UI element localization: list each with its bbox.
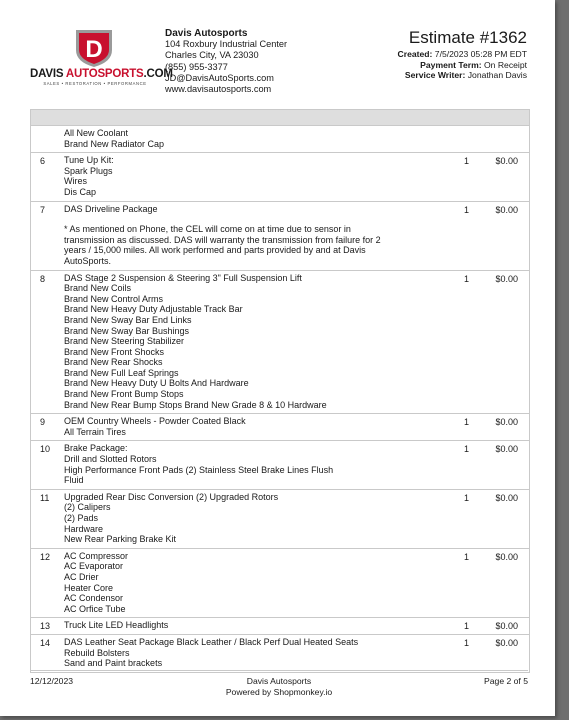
table-row <box>31 153 529 201</box>
description-line: Fluid <box>64 475 84 486</box>
description-line: Brand New Heavy Duty Adjustable Track Bar <box>64 304 243 315</box>
estimate-title: Estimate #1362 <box>408 28 527 47</box>
item-description <box>64 273 394 411</box>
item-number: 7 <box>40 204 46 215</box>
description-line: Hardware <box>64 523 104 534</box>
description-line: Dis Cap <box>64 186 97 197</box>
item-description <box>64 155 394 197</box>
description-line: Truck Lite LED Headlights <box>64 620 169 631</box>
description-line: Brand New Rear Shocks <box>64 357 163 368</box>
description-line: AC Orfice Tube <box>64 603 126 614</box>
description-line: All Terrain Tires <box>64 426 126 437</box>
description-line: (2) Pads <box>64 513 99 523</box>
description-line: New Rear Parking Brake Kit <box>64 534 177 545</box>
item-quantity: 1 <box>464 156 470 167</box>
shield-logo-icon <box>72 28 116 68</box>
description-line: Upgraded Rear Disc Conversion (2) Upgraded Rotors <box>64 491 279 502</box>
table-row <box>31 202 529 271</box>
item-description <box>64 416 394 437</box>
description-line: Drill and Slotted Rotors <box>64 454 157 465</box>
item-note: * As mentioned on Phone, the CEL will come on at time due to sensor in transmission as discussed. DAS will warranty the transmission from failure for 2 years / 15,000 miles. All work performed and parts provided by and at Davis AutoSports. <box>64 224 381 266</box>
item-description <box>64 492 394 545</box>
item-price: $0.00 <box>495 273 518 284</box>
logo-letter: D <box>85 36 103 63</box>
description-line: OEM Country Wheels - Powder Coated Black <box>64 416 246 427</box>
description-line: Sand and Paint brackets <box>64 658 163 669</box>
description-line: AC Evaporator <box>64 561 124 572</box>
description-line: Rebuild Bolsters <box>64 647 130 658</box>
item-price: $0.00 <box>495 204 518 215</box>
footer-date: 12/12/2023 <box>30 676 74 686</box>
description-line: Brand New Full Leaf Springs <box>64 367 179 378</box>
description-line: Brand New Control Arms <box>64 293 164 304</box>
description-line: Brand New Heavy Duty U Bolts And Hardware <box>64 378 249 389</box>
item-price: $0.00 <box>495 551 518 562</box>
footer-powered: Powered by Shopmonkey.io <box>225 686 333 697</box>
description-line: DAS Leather Seat Package Black Leather / Black Perf Dual Heated Seats <box>64 636 359 647</box>
description-line: High Performance Front Pads (2) Stainless Steel Brake Lines Flush <box>64 464 334 475</box>
table-row <box>31 414 529 441</box>
logo-tagline: SALES • RESTORATION • PERFORMANCE <box>43 81 147 86</box>
description-line: AC Condensor <box>64 593 124 604</box>
item-number: 9 <box>40 417 46 428</box>
description-line: Brand New Radiator Cap <box>64 138 165 149</box>
item-quantity: 1 <box>464 444 470 455</box>
description-line: DAS Stage 2 Suspension & Steering 3" Full Suspension Lift <box>64 272 302 283</box>
company-info <box>165 28 287 95</box>
table-row <box>31 490 529 549</box>
item-price: $0.00 <box>495 444 518 455</box>
item-quantity: 1 <box>464 637 470 648</box>
description-line: DAS Driveline Package <box>64 203 158 214</box>
page-footer <box>30 670 528 697</box>
description-line: Tune Up Kit: <box>64 155 114 166</box>
item-description <box>64 620 394 631</box>
payment-term-line: Payment Term: On Receipt <box>420 59 527 70</box>
footer-company: Davis Autosports <box>246 676 312 686</box>
description-line: Brand New Rear Bump Stops Brand New Grade 8 & 10 Hardware <box>64 399 327 410</box>
table-row <box>31 441 529 489</box>
description-line: Brand New Sway Bar Bushings <box>64 325 190 336</box>
description-line: Spark Plugs <box>64 165 113 176</box>
footer-center <box>30 676 528 697</box>
company-name: Davis Autosports <box>165 28 248 39</box>
item-number: 12 <box>40 551 51 562</box>
page-number: Page 2 of 5 <box>484 676 528 686</box>
item-number: 6 <box>40 156 46 167</box>
description-line: Heater Core <box>64 582 114 593</box>
item-price: $0.00 <box>495 156 518 167</box>
item-quantity: 1 <box>464 492 470 503</box>
item-description <box>64 443 394 485</box>
description-line: Brand New Steering Stabilizer <box>64 336 185 347</box>
line-items-table <box>30 109 530 673</box>
description-line: AC Compressor <box>64 550 129 561</box>
item-quantity: 1 <box>464 417 470 428</box>
item-price: $0.00 <box>495 621 518 632</box>
item-quantity: 1 <box>464 551 470 562</box>
item-description <box>64 551 394 615</box>
table-row <box>31 549 529 619</box>
item-number: 13 <box>40 621 51 632</box>
item-number: 14 <box>40 637 51 648</box>
description-line: Brake Package: <box>64 443 128 454</box>
created-line: Created: 7/5/2023 05:28 PM EDT <box>397 49 527 59</box>
website: www.davisautosports.com <box>165 84 272 95</box>
item-number: 11 <box>40 492 50 503</box>
description-line: (2) Calipers <box>64 502 111 513</box>
description-line: Brand New Sway Bar End Links <box>64 314 192 325</box>
table-row <box>31 271 529 415</box>
description-line: Brand New Coils <box>64 283 132 294</box>
address-line1: 104 Roxbury Industrial Center <box>165 39 288 50</box>
table-row <box>31 618 529 635</box>
description-line: AC Drier <box>64 571 99 582</box>
address-line2: Charles City, VA 23030 <box>165 50 259 61</box>
description-line: Brand New Front Bump Stops <box>64 389 184 400</box>
table-row <box>31 126 529 153</box>
item-quantity: 1 <box>464 621 470 632</box>
item-number: 8 <box>40 273 46 284</box>
item-number: 10 <box>40 444 51 455</box>
description-line: Wires <box>64 176 87 187</box>
item-price: $0.00 <box>495 637 518 648</box>
item-price: $0.00 <box>495 492 518 503</box>
description-line: Brand New Front Shocks <box>64 346 165 357</box>
description-line: All New Coolant <box>64 128 129 138</box>
service-writer-line: Service Writer: Jonathan Davis <box>404 70 527 81</box>
item-description <box>64 204 394 267</box>
estimate-info <box>398 28 527 81</box>
email: JD@DavisAutoSports.com <box>165 72 274 83</box>
item-description <box>64 128 394 149</box>
logo-wordmark: DAVIS AUTOSPORTS.COM <box>30 68 173 80</box>
company-logo <box>30 28 173 86</box>
item-description <box>64 637 394 669</box>
phone: (855) 955-3377 <box>165 61 228 72</box>
table-row <box>31 635 529 672</box>
item-quantity: 1 <box>464 204 470 215</box>
table-header <box>31 110 529 126</box>
item-quantity: 1 <box>464 273 470 284</box>
item-price: $0.00 <box>495 417 518 428</box>
